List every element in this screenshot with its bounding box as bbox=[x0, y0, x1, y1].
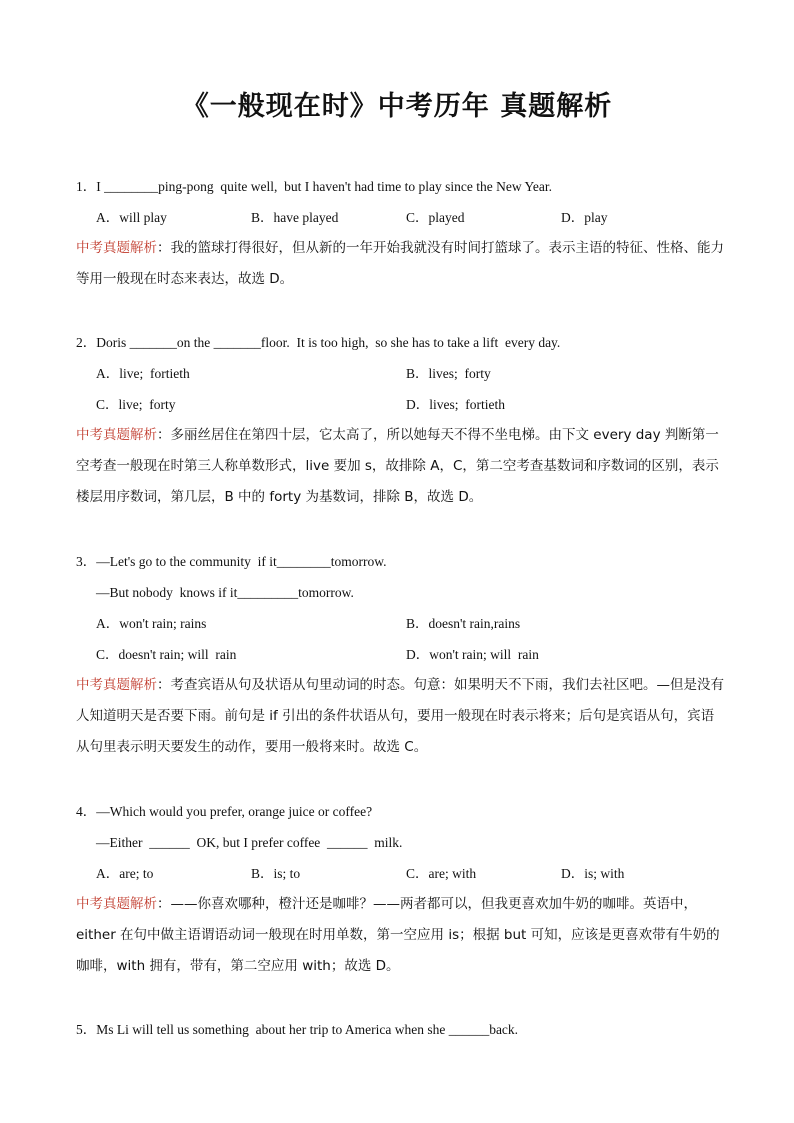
option-c: C．doesn't rain; will rain bbox=[96, 647, 237, 662]
option-d: D．is; with bbox=[561, 866, 625, 881]
question-stem: 4．—Which would you prefer, orange juice or coffee? bbox=[76, 804, 373, 819]
question-stem-reply: —But nobody knows if it_________tomorrow. bbox=[96, 585, 354, 600]
analysis-text: ：多丽丝居住在第四十层，它太高了，所以她每天不得不坐电梯。由下文 every day 判断第一空考查一般现在时第三人称单数形式，live 要加 s，故排除 A，C，第二空考查基数词和序数词的区别，表示楼层用序数词，第几层，B 中的 forty 为基数词，排除 B，故选 D。 bbox=[76, 427, 719, 505]
option-a: A．won't rain; rains bbox=[96, 616, 207, 631]
option-c: C．live; forty bbox=[96, 397, 176, 412]
answer-options bbox=[76, 858, 726, 889]
analysis-text: ：考查宾语从句及状语从句里动词的时态。句意：如果明天不下雨，我们去社区吧。—但是没有人知道明天是否要下雨。前句是 if 引出的条件状语从句，要用一般现在时表示将来；后句是宾语从句，宾语从句里表示明天要发生的动作，要用一般将来时。故选 C。 bbox=[76, 677, 724, 755]
analysis-label: 中考真题解析 bbox=[76, 427, 157, 443]
option-a: A．will play bbox=[96, 210, 167, 225]
option-d: D．play bbox=[561, 210, 608, 225]
option-d: D．won't rain; will rain bbox=[406, 647, 539, 662]
option-b: B．doesn't rain,rains bbox=[406, 616, 521, 631]
analysis-paragraph bbox=[76, 420, 726, 513]
answer-options bbox=[76, 639, 726, 670]
question-stem: 3．—Let's go to the community if it________tomorrow. bbox=[76, 554, 387, 569]
question-stem: 2．Doris _______on the _______floor. It is too high, so she has to take a lift every day. bbox=[76, 335, 561, 350]
question-stem: 5．Ms Li will tell us something about her trip to America when she ______back. bbox=[76, 1022, 519, 1037]
question-stem-reply: —Either ______ OK, but I prefer coffee ______ milk. bbox=[96, 835, 403, 850]
analysis-paragraph bbox=[76, 670, 726, 763]
page-title: 《一般现在时》中考历年 真题解析 bbox=[181, 91, 613, 122]
option-c: C．played bbox=[406, 210, 465, 225]
answer-options bbox=[76, 608, 726, 639]
question-4 bbox=[76, 796, 726, 982]
option-b: B．have played bbox=[251, 210, 339, 225]
answer-options bbox=[76, 389, 726, 420]
answer-options bbox=[76, 202, 726, 233]
option-b: B．is; to bbox=[251, 866, 301, 881]
analysis-label: 中考真题解析 bbox=[76, 240, 157, 256]
answer-options bbox=[76, 358, 726, 389]
question-stem: 1．I ________ping-pong quite well, but I haven't had time to play since the New Year. bbox=[76, 179, 552, 194]
analysis-paragraph bbox=[76, 889, 726, 982]
question-5 bbox=[76, 1014, 726, 1045]
option-d: D．lives; fortieth bbox=[406, 397, 505, 412]
analysis-text: ：我的篮球打得很好，但从新的一年开始我就没有时间打篮球了。表示主语的特征、性格、能力等用一般现在时态来表达，故选 D。 bbox=[76, 240, 724, 287]
question-1 bbox=[76, 171, 726, 295]
option-b: B．lives; forty bbox=[406, 366, 491, 381]
analysis-paragraph bbox=[76, 233, 726, 295]
question-2 bbox=[76, 327, 726, 513]
analysis-label: 中考真题解析 bbox=[76, 896, 157, 912]
analysis-label: 中考真题解析 bbox=[76, 677, 157, 693]
question-3 bbox=[76, 546, 726, 763]
option-a: A．are; to bbox=[96, 866, 154, 881]
option-c: C．are; with bbox=[406, 866, 477, 881]
analysis-text: ：——你喜欢哪种，橙汁还是咖啡？——两者都可以，但我更喜欢加牛奶的咖啡。英语中，either 在句中做主语谓语动词一般现在时用单数，第一空应用 is；根据 but 可知，应该是更喜欢带有牛奶的咖啡，with 拥有，带有，第二空应用 with；故选 D。 bbox=[76, 896, 720, 974]
option-a: A．live; fortieth bbox=[96, 366, 190, 381]
